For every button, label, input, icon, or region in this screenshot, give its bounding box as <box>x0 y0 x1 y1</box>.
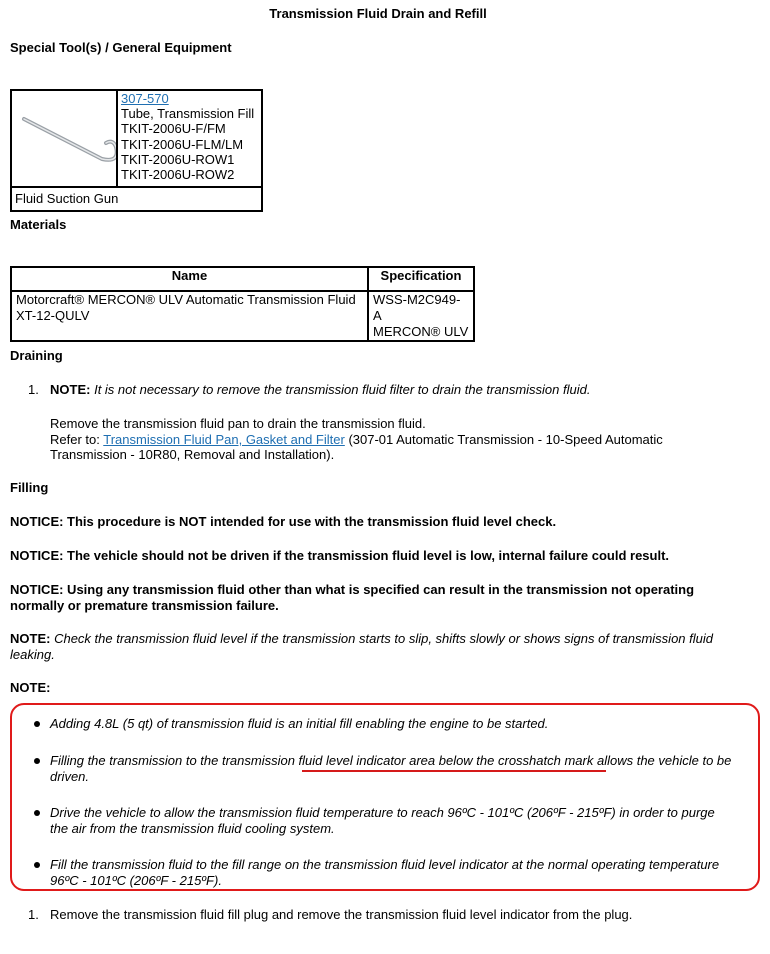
draining-note-label: NOTE: <box>50 382 91 397</box>
refer-prefix: Refer to: <box>50 431 100 447</box>
note-bullet-4-line1: Fill the transmission fluid to the fill range on the transmission fluid level indicator at the normal operating temperature <box>50 857 720 872</box>
note-bullet-2-line2: driven. <box>50 769 90 784</box>
note-bullet-2 <box>50 753 756 785</box>
filling-note-line1: Check the transmission fluid level if the transmission starts to slip, shifts slowly or shows signs of transmission fluid <box>54 631 713 646</box>
refer-suffix-1: (307-01 Automatic Transmission - 10-Speed Automatic <box>348 431 663 447</box>
tool-number-link[interactable]: 307-570 <box>121 91 169 106</box>
note-bullet-3 <box>50 805 756 837</box>
materials-table <box>10 266 475 342</box>
tool-kit-4: TKIT-2006U-ROW2 <box>121 167 235 183</box>
material-spec-line2: MERCON® ULV <box>373 324 469 339</box>
bullet-dot-1 <box>34 721 40 727</box>
fill-tube-tool-icon <box>12 91 116 183</box>
bullet-dot-2 <box>34 758 40 764</box>
bullet-dot-3 <box>34 810 40 816</box>
materials-col-spec: Specification <box>368 267 474 291</box>
bullet-dot-4 <box>34 862 40 868</box>
tool-details-cell <box>117 90 262 187</box>
material-spec-cell <box>368 291 474 341</box>
transmission-fluid-pan-link[interactable]: Transmission Fluid Pan, Gasket and Filter <box>103 431 345 447</box>
material-name-cell <box>11 291 368 341</box>
note-bullet-3-line2: the air from the transmission fluid cooling system. <box>50 821 335 836</box>
special-tools-heading: Special Tool(s) / General Equipment <box>10 40 232 55</box>
refer-suffix-2: Transmission - 10R80, Removal and Installation). <box>50 447 335 462</box>
material-name-line1: Motorcraft® MERCON® ULV Automatic Transmission Fluid <box>16 292 356 307</box>
draining-instruction: Remove the transmission fluid pan to drain the transmission fluid. <box>50 416 426 431</box>
page-title: Transmission Fluid Drain and Refill <box>269 6 487 21</box>
equipment-fluid-suction-gun: Fluid Suction Gun <box>11 187 262 211</box>
filling-step-number: 1. <box>28 907 39 922</box>
tool-image-cell <box>11 90 117 187</box>
tool-kit-2: TKIT-2006U-FLM/LM <box>121 136 244 152</box>
filling-step-text: Remove the transmission fluid fill plug and remove the transmission fluid level indicator from the plug. <box>50 907 633 922</box>
notice-3-line2: normally or premature transmission failure. <box>10 597 279 613</box>
note-bullet-3-line1: Drive the vehicle to allow the transmission fluid temperature to reach 96ºC - 101ºC (206ºF - 215ºF) in order to purge <box>50 805 715 820</box>
materials-col-name: Name <box>11 267 368 291</box>
material-name-line2: XT-12-QULV <box>16 308 90 323</box>
tool-kit-1: TKIT-2006U-F/FM <box>121 121 226 137</box>
draining-heading: Draining <box>10 348 63 363</box>
note-bullet-1-line1: Adding 4.8L (5 qt) of transmission fluid is an initial fill enabling the engine to be started. <box>50 716 549 731</box>
note-bullet-2-line1: Filling the transmission to the transmission fluid level indicator area below the crosshatch mark allows the vehicle to be <box>50 753 732 768</box>
notice-2: NOTICE: The vehicle should not be driven if the transmission fluid level is low, internal failure could result. <box>10 548 670 563</box>
draining-instruction-block <box>50 416 750 463</box>
tool-name: Tube, Transmission Fill <box>121 106 255 122</box>
draining-refer-line <box>50 432 750 448</box>
materials-heading: Materials <box>10 217 67 232</box>
notice-3 <box>10 582 694 613</box>
note-bullet-4 <box>50 857 756 889</box>
note-bullet-1 <box>50 716 756 732</box>
filling-note-line2: leaking. <box>10 646 55 662</box>
draining-step-number: 1. <box>28 382 39 397</box>
filling-note-label: NOTE: <box>10 631 51 646</box>
filling-heading: Filling <box>10 480 49 495</box>
notice-1: NOTICE: This procedure is NOT intended for use with the transmission fluid level check. <box>10 514 557 529</box>
tool-kit-3: TKIT-2006U-ROW1 <box>121 151 235 167</box>
draining-note <box>50 382 590 397</box>
note-bullet-4-line2: 96ºC - 101ºC (206ºF - 215ºF). <box>50 873 222 888</box>
material-spec-line1: WSS-M2C949-A <box>373 292 461 323</box>
filling-note2-label: NOTE: <box>10 680 51 695</box>
filling-note <box>10 631 760 662</box>
special-tools-table <box>10 89 263 212</box>
notice-3-line1: NOTICE: Using any transmission fluid other than what is specified can result in the transmission not operating <box>10 582 695 597</box>
draining-note-text: It is not necessary to remove the transmission fluid filter to drain the transmission fluid. <box>94 382 591 397</box>
